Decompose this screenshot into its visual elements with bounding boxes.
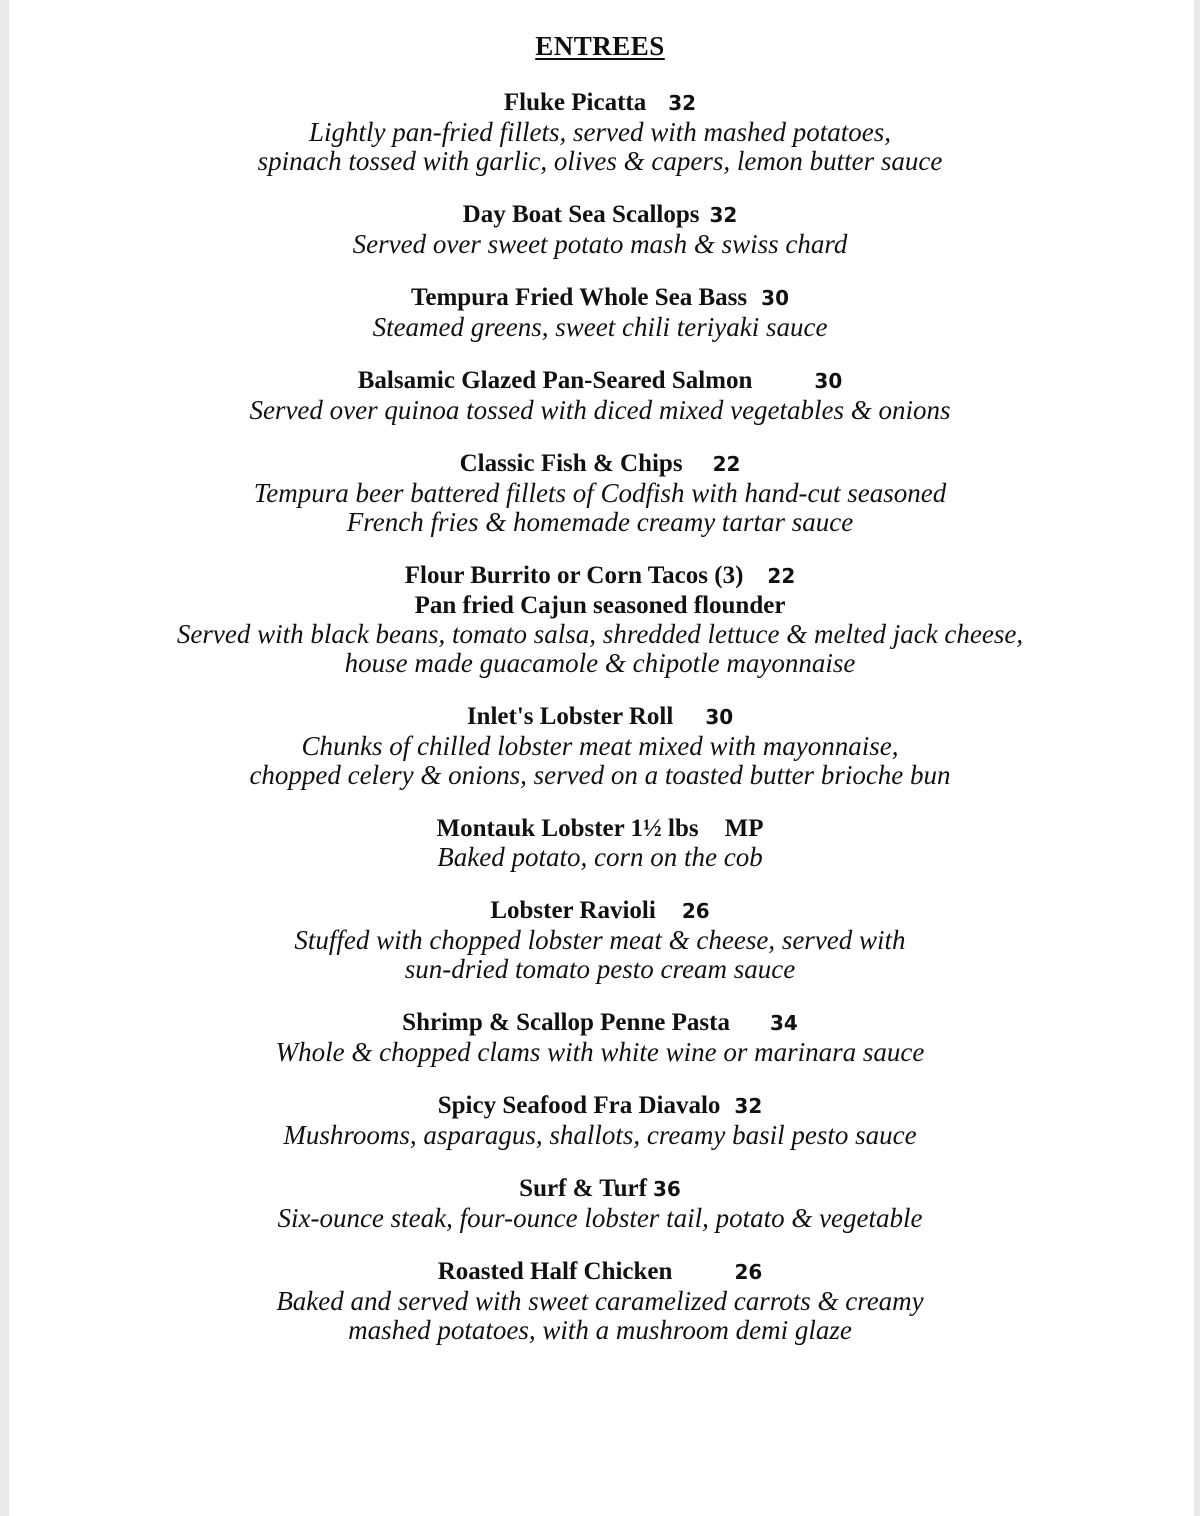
menu-item	[0, 702, 1200, 790]
menu-item-price: 34	[769, 1011, 798, 1035]
menu-item-name: Balsamic Glazed Pan-Seared Salmon	[357, 367, 753, 394]
menu-item-description: chopped celery & onions, served on a toasted butter brioche bun	[249, 760, 951, 790]
menu-item	[0, 366, 1200, 425]
menu-item-description: Six-ounce steak, four-ounce lobster tail, potato & vegetable	[277, 1203, 923, 1233]
menu-section-title: ENTREES	[535, 31, 665, 61]
menu-item-subtitle: Pan fried Cajun seasoned flounder	[414, 592, 786, 619]
menu-item-description: sun-dried tomato pesto cream sauce	[404, 954, 796, 984]
menu-item-price: 22	[767, 564, 796, 588]
menu-item-description: Tempura beer battered fillets of Codfish with hand-cut seasoned	[253, 478, 947, 508]
menu-item-name: Spicy Seafood Fra Diavalo	[437, 1092, 721, 1119]
menu-item	[0, 449, 1200, 537]
menu-item-name: Montauk Lobster 1½ lbs	[436, 815, 699, 842]
menu-item-name: Flour Burrito or Corn Tacos (3)	[404, 562, 744, 589]
menu-item-heading	[0, 1091, 1200, 1121]
menu-item-heading	[0, 88, 1200, 118]
menu-item	[0, 200, 1200, 259]
menu-item-price: 32	[709, 203, 738, 227]
menu-item-price: 26	[734, 1260, 763, 1284]
menu-item-description: Steamed greens, sweet chili teriyaki sauce	[372, 312, 828, 342]
menu-item-description: house made guacamole & chipotle mayonnaise	[344, 648, 856, 678]
menu-item-price: 36	[652, 1177, 681, 1201]
menu-item	[0, 88, 1200, 176]
menu-item	[0, 1257, 1200, 1345]
menu-item-heading	[0, 449, 1200, 479]
menu-item-name: Lobster Ravioli	[490, 897, 656, 924]
menu-item-name: Classic Fish & Chips	[459, 450, 683, 477]
menu-item-name: Fluke Picatta	[503, 89, 647, 116]
menu-item-heading	[0, 283, 1200, 313]
menu-item-price: 32	[734, 1094, 763, 1118]
menu-item-price: 30	[705, 705, 734, 729]
menu-item-heading	[0, 1174, 1200, 1204]
menu-item-heading	[0, 1008, 1200, 1038]
menu-item-heading	[0, 1257, 1200, 1287]
menu-item-description: Lightly pan-fried fillets, served with mashed potatoes,	[309, 117, 891, 147]
menu-item-description: Served over quinoa tossed with diced mixed vegetables & onions	[249, 395, 951, 425]
menu-item	[0, 896, 1200, 984]
menu-item-heading	[0, 200, 1200, 230]
menu-item	[0, 1174, 1200, 1233]
menu-item	[0, 1008, 1200, 1067]
menu-item-price: 32	[668, 91, 697, 115]
menu-page	[0, 30, 1200, 1369]
menu-item-name: Tempura Fried Whole Sea Bass	[411, 284, 748, 311]
menu-item-price: 26	[681, 899, 710, 923]
menu-item	[0, 561, 1200, 678]
menu-item-description: Baked potato, corn on the cob	[437, 842, 763, 872]
menu-item	[0, 814, 1200, 872]
menu-item-price: 30	[761, 286, 789, 310]
menu-item-description: Stuffed with chopped lobster meat & cheese, served with	[294, 925, 906, 955]
menu-item-name: Shrimp & Scallop Penne Pasta	[402, 1009, 730, 1036]
menu-item-description: Served over sweet potato mash & swiss chard	[352, 229, 848, 259]
menu-item-description: Whole & chopped clams with white wine or marinara sauce	[275, 1037, 925, 1067]
menu-item-price: 30	[814, 369, 843, 393]
menu-item-name: Surf & Turf	[519, 1175, 647, 1202]
menu-item-name: Day Boat Sea Scallops	[462, 201, 700, 228]
menu-item-price: 22	[712, 452, 741, 476]
menu-item-heading	[0, 896, 1200, 926]
menu-item	[0, 1091, 1200, 1150]
menu-item-description: French fries & homemade creamy tartar sauce	[346, 507, 854, 537]
menu-item-description: Chunks of chilled lobster meat mixed with mayonnaise,	[301, 731, 899, 761]
menu-item-price: MP	[724, 815, 764, 842]
menu-item-description: Mushrooms, asparagus, shallots, creamy basil pesto sauce	[283, 1120, 917, 1150]
menu-item-description: Served with black beans, tomato salsa, shredded lettuce & melted jack cheese,	[176, 619, 1024, 649]
menu-item-heading	[0, 702, 1200, 732]
menu-item-name: Roasted Half Chicken	[437, 1258, 673, 1285]
menu-item-name: Inlet's Lobster Roll	[466, 703, 674, 730]
menu-item-description: spinach tossed with garlic, olives & capers, lemon butter sauce	[257, 146, 943, 176]
menu-item-description: mashed potatoes, with a mushroom demi glaze	[348, 1315, 852, 1345]
menu-item-heading	[0, 366, 1200, 396]
menu-item-description: Baked and served with sweet caramelized carrots & creamy	[276, 1286, 924, 1316]
menu-item-heading	[0, 814, 1200, 843]
menu-item-heading	[0, 561, 1200, 591]
menu-item	[0, 283, 1200, 342]
